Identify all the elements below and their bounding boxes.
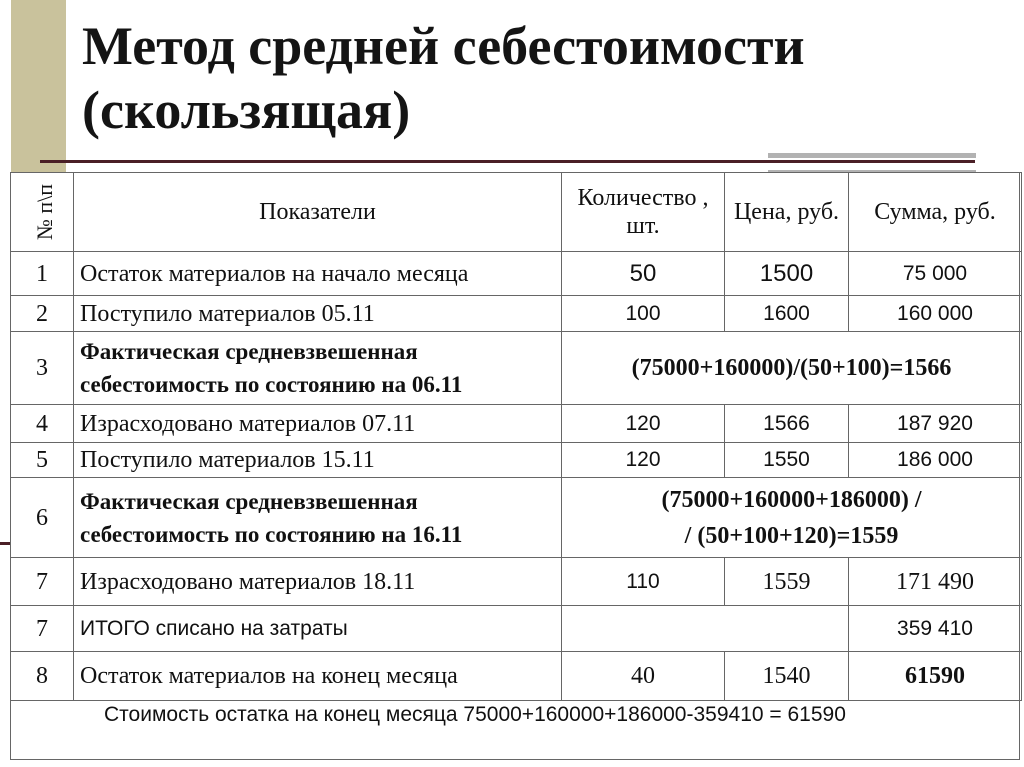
row-qty: 120 (562, 405, 725, 443)
row-number: 8 (11, 652, 74, 701)
row-price: 1500 (725, 252, 849, 296)
row-label: ИТОГО списано на затраты (74, 606, 562, 652)
title-divider (40, 160, 975, 163)
row-formula: (75000+160000)/(50+100)=1566 (562, 332, 1022, 405)
table-row (11, 558, 1022, 606)
row-qty: 110 (562, 558, 725, 606)
row-label (74, 478, 562, 558)
row-sum: 359 410 (849, 606, 1022, 652)
row-formula (562, 478, 1022, 558)
row-sum: 171 490 (849, 558, 1022, 606)
row-qty: 40 (562, 652, 725, 701)
header-num: № п\п (11, 173, 74, 252)
row-number: 7 (11, 558, 74, 606)
header-indicators: Показатели (74, 173, 562, 252)
row-price: 1540 (725, 652, 849, 701)
row-number: 5 (11, 443, 74, 478)
page-title (82, 14, 805, 142)
table-row (11, 652, 1022, 701)
row-sum: 187 920 (849, 405, 1022, 443)
row-sum: 75 000 (849, 252, 1022, 296)
row-label: Израсходовано материалов 07.11 (74, 405, 562, 443)
table-row (11, 405, 1022, 443)
row-qty: 50 (562, 252, 725, 296)
table-row (11, 252, 1022, 296)
row-number: 7 (11, 606, 74, 652)
table-row (11, 606, 1022, 652)
row-label-line: себестоимость по состоянию на 16.11 (80, 521, 463, 547)
row-price: 1559 (725, 558, 849, 606)
row-sum: 186 000 (849, 443, 1022, 478)
table-row (11, 443, 1022, 478)
row-qty: 120 (562, 443, 725, 478)
header-price: Цена, руб. (725, 173, 849, 252)
row-label (74, 332, 562, 405)
header-qty: Количество , шт. (562, 173, 725, 252)
row-label: Остаток материалов на начало месяца (74, 252, 562, 296)
header-sum: Сумма, руб. (849, 173, 1022, 252)
row-price: 1566 (725, 405, 849, 443)
row-number: 1 (11, 252, 74, 296)
row-label: Поступило материалов 15.11 (74, 443, 562, 478)
row-label: Поступило материалов 05.11 (74, 296, 562, 332)
title-line-2: (скользящая) (82, 80, 411, 140)
decor-bar-top (768, 153, 976, 158)
row-label: Израсходовано материалов 18.11 (74, 558, 562, 606)
footnote: Стоимость остатка на конец месяца 75000+160000+186000-359410 = 61590 (104, 703, 846, 726)
table-row (11, 296, 1022, 332)
row-label: Остаток материалов на конец месяца (74, 652, 562, 701)
row-label-line: себестоимость по состоянию на 06.11 (80, 372, 463, 397)
row-formula-line: (75000+160000+186000) / (661, 486, 922, 513)
row-sum: 160 000 (849, 296, 1022, 332)
row-price: 1600 (725, 296, 849, 332)
title-line-1: Метод средней себестоимости (82, 16, 805, 76)
costing-table (10, 172, 1022, 701)
row-number: 6 (11, 478, 74, 558)
row-sum: 61590 (849, 652, 1022, 701)
table-row (11, 478, 1022, 558)
row-empty-cell (562, 606, 849, 652)
row-number: 4 (11, 405, 74, 443)
row-number: 3 (11, 332, 74, 405)
row-qty: 100 (562, 296, 725, 332)
row-formula-line: / (50+100+120)=1559 (684, 522, 899, 549)
row-number: 2 (11, 296, 74, 332)
table-row (11, 332, 1022, 405)
row-label-line: Фактическая средневзвешенная (80, 488, 418, 514)
row-label-line: Фактическая средневзвешенная (80, 339, 418, 364)
row-price: 1550 (725, 443, 849, 478)
table-header-row (11, 173, 1022, 252)
